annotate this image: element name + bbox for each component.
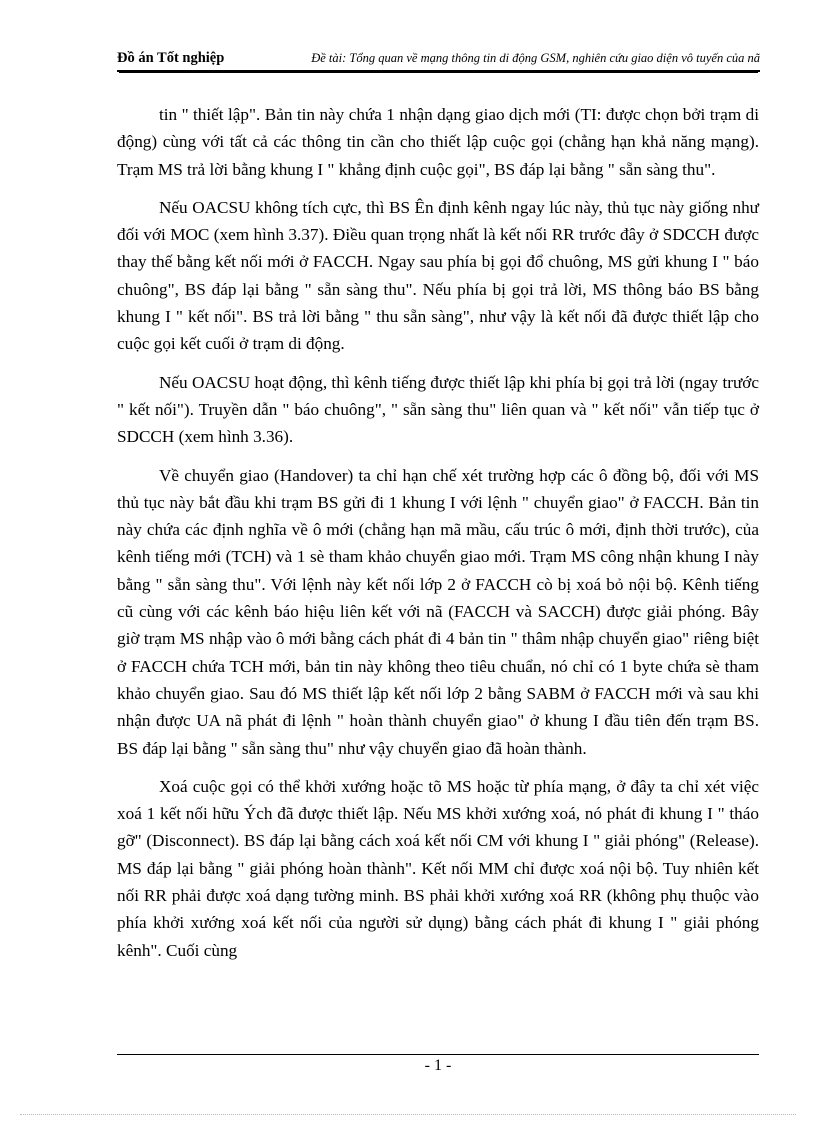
paragraph-3: Nếu OACSU hoạt động, thì kênh tiếng được thiết lập khi phía bị gọi trả lời (ngay trước " kết nối"). Truyền dẫn " báo chuông", " sẵn sàng thu" liên quan và " kết nối" vẫn tiếp tục ở SDCCH (xem hình 3.36). xyxy=(117,372,759,447)
page-header xyxy=(117,48,760,72)
header-thesis-label: Đồ án Tốt nghiệp xyxy=(117,50,225,66)
page-number: - 1 - xyxy=(424,1057,452,1074)
header-topic: Đề tài: Tổng quan về mạng thông tin di động GSM, nghiên cứu giao diện vô tuyến của nã xyxy=(311,51,760,65)
page-bottom-border xyxy=(20,1114,796,1115)
paragraph-1: tin " thiết lập". Bản tin này chứa 1 nhận dạng giao dịch mới (TI: được chọn bởi trạm di động) cùng với tất cả các thông tin cần cho thiết lập cuộc gọi (chẳng hạn khả năng mạng). Trạm MS trả lời bằng khung I " khẳng định cuộc gọi", BS đáp lại bằng " sẵn sàng thu". xyxy=(117,105,759,179)
footer-divider xyxy=(117,1054,759,1055)
body-text xyxy=(117,101,759,975)
paragraph-2: Nếu OACSU không tích cực, thì BS Ên định kênh ngay lúc này, thủ tục này giống như đối với MOC (xem hình 3.37). Điều quan trọng nhất là kết nối RR trước đây ở SDCCH được thay thế bằng kết nối mới ở FACCH. Ngay sau phía bị gọi đổ chuông, MS gửi khung I " báo chuông", BS đáp lại bằng " sẵn sàng thu". Nếu phía bị gọi trả lời, MS thông báo BS bằng khung I " kết nối". BS trả lời bằng " thu sẵn sàng", như vậy là kết nối đã được thiết lập cho cuộc gọi kết cuối ở trạm di động. xyxy=(117,197,759,354)
paragraph-4: Về chuyển giao (Handover) ta chỉ hạn chế xét trường hợp các ô đồng bộ, đối với MS thủ tục này bắt đầu khi trạm BS gửi đi 1 khung I với lệnh " chuyển giao" ở FACCH. Bản tin này chứa các định nghĩa về ô mới (chẳng hạn mã mầu, cấu trúc ô mới, định thời trước), của kênh tiếng mới (TCH) và 1 sè tham khảo chuyển giao mới. Trạm MS công nhận khung I này bằng " sẵn sàng thu". Với lệnh này kết nối lớp 2 ở FACCH cò bị xoá bỏ nội bộ. Kênh tiếng cũ cùng với các kênh báo hiệu liên kết với nã (FACCH và SACCH) được giải phóng. Bây giờ trạm MS nhập vào ô mới bằng cách phát đi 4 bản tin " thâm nhập chuyển giao" riêng biệt ở FACCH chứa TCH mới, bản tin này không theo tiêu chuẩn, nó chỉ có 1 byte chứa sè tham khảo chuyển giao. Sau đó MS thiết lập kết nối lớp 2 bằng SABM ở FACCH mới và sau khi nhận được UA nã phát đi lệnh " hoàn thành chuyển giao" ở khung I đầu tiên đến trạm BS. BS đáp lại bằng " sẵn sàng thu" như vậy chuyển giao đã hoàn thành. xyxy=(117,465,759,758)
paragraph-5: Xoá cuộc gọi có thể khởi xướng hoặc tõ MS hoặc từ phía mạng, ở đây ta chỉ xét việc xoá 1 kết nối hữu Ých đã được thiết lập. Nếu MS khởi xướng xoá, nó phát đi khung I " tháo gỡ" (Disconnect). BS đáp lại bằng cách xoá kết nối CM với khung I " giải phóng" (Release). MS đáp lại bằng " giải phóng hoàn thành". Kết nối MM chỉ được xoá nội bộ. Tuy nhiên kết nối RR phải được xoá dạng tường minh. BS phải khởi xướng xoá RR (không phụ thuộc vào phía khởi xướng xoá kết nối của người sử dụng) bằng cách phát đi khung I " giải phóng kênh". Cuối cùng xyxy=(117,776,759,960)
